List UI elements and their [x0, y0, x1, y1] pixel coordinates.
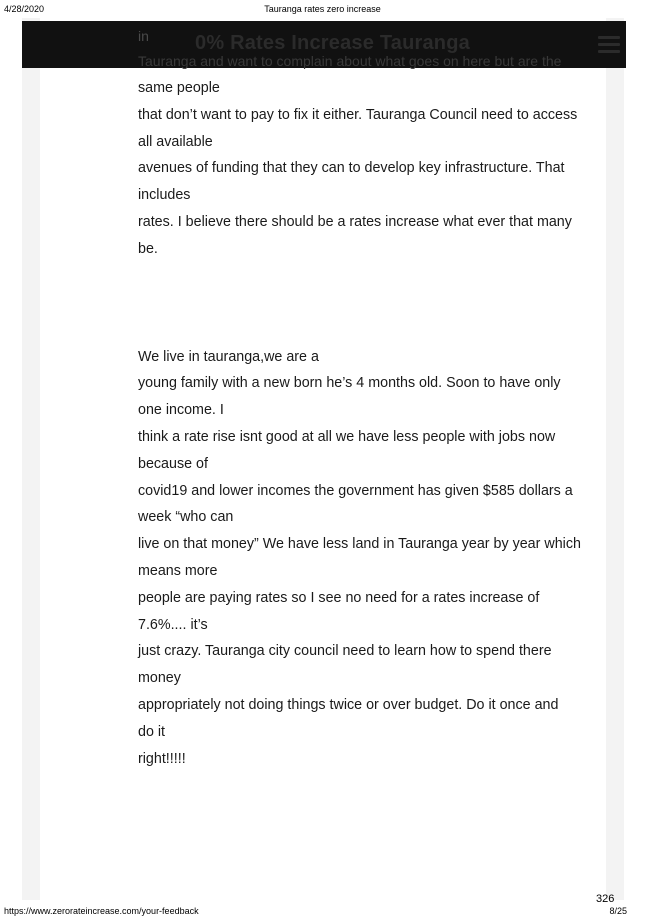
page-number: 326	[596, 893, 615, 905]
hamburger-menu-icon[interactable]	[598, 36, 620, 54]
comment-line: 7.6%.... it’s	[138, 616, 208, 633]
comment-line: all available	[138, 133, 213, 150]
comment-line: live on that money” We have less land in Tauranga year by year which	[138, 536, 581, 553]
comment-line: people are paying rates so I see no need for a rates increase of	[138, 589, 540, 606]
site-brand[interactable]: 0% Rates Increase Tauranga	[195, 32, 470, 54]
comment-block	[138, 75, 613, 263]
print-url: https://www.zerorateincrease.com/your-feedback	[4, 906, 199, 916]
print-footer	[0, 906, 645, 920]
comment-line: be.	[138, 240, 158, 257]
comment-line: same people	[138, 80, 220, 96]
comment-line: right!!!!!	[138, 750, 186, 767]
comment-line: avenues of funding that they can to develop key infrastructure. That	[138, 160, 565, 177]
overlap-text-2: Tauranga and want to complain about what goes on here but are the	[138, 53, 562, 69]
comment-line: rates. I believe there should be a rates increase what ever that many	[138, 213, 572, 230]
print-page: 8/25	[609, 906, 627, 916]
comment-block	[138, 344, 613, 773]
comment-line: think a rate rise isnt good at all we have less people with jobs now	[138, 428, 556, 445]
comment-line: one income. I	[138, 402, 224, 419]
comment-line: appropriately not doing things twice or over budget. Do it once and	[138, 696, 559, 713]
comment-line: week “who can	[138, 509, 234, 526]
comment-line: We live in tauranga,we are a	[138, 348, 319, 365]
page-margin-left	[22, 18, 40, 900]
print-header	[0, 4, 645, 18]
comment-line: covid19 and lower incomes the government has given $585 dollars a	[138, 482, 573, 499]
print-title: Tauranga rates zero increase	[264, 4, 381, 14]
comment-line: that don’t want to pay to fix it either. Tauranga Council need to access	[138, 106, 578, 123]
comment-line: because of	[138, 455, 208, 472]
comment-line: just crazy. Tauranga city council need to learn how to spend there	[138, 643, 552, 660]
feedback-content	[138, 18, 613, 772]
comment-line: do it	[138, 723, 166, 740]
print-date: 4/28/2020	[4, 4, 45, 14]
comment-line: young family with a new born he’s 4 months old. Soon to have only	[138, 375, 561, 392]
comment-line: includes	[138, 187, 191, 204]
comment-line: money	[138, 670, 181, 687]
comment-line: means more	[138, 562, 218, 579]
overlap-text-1: in	[138, 28, 149, 44]
